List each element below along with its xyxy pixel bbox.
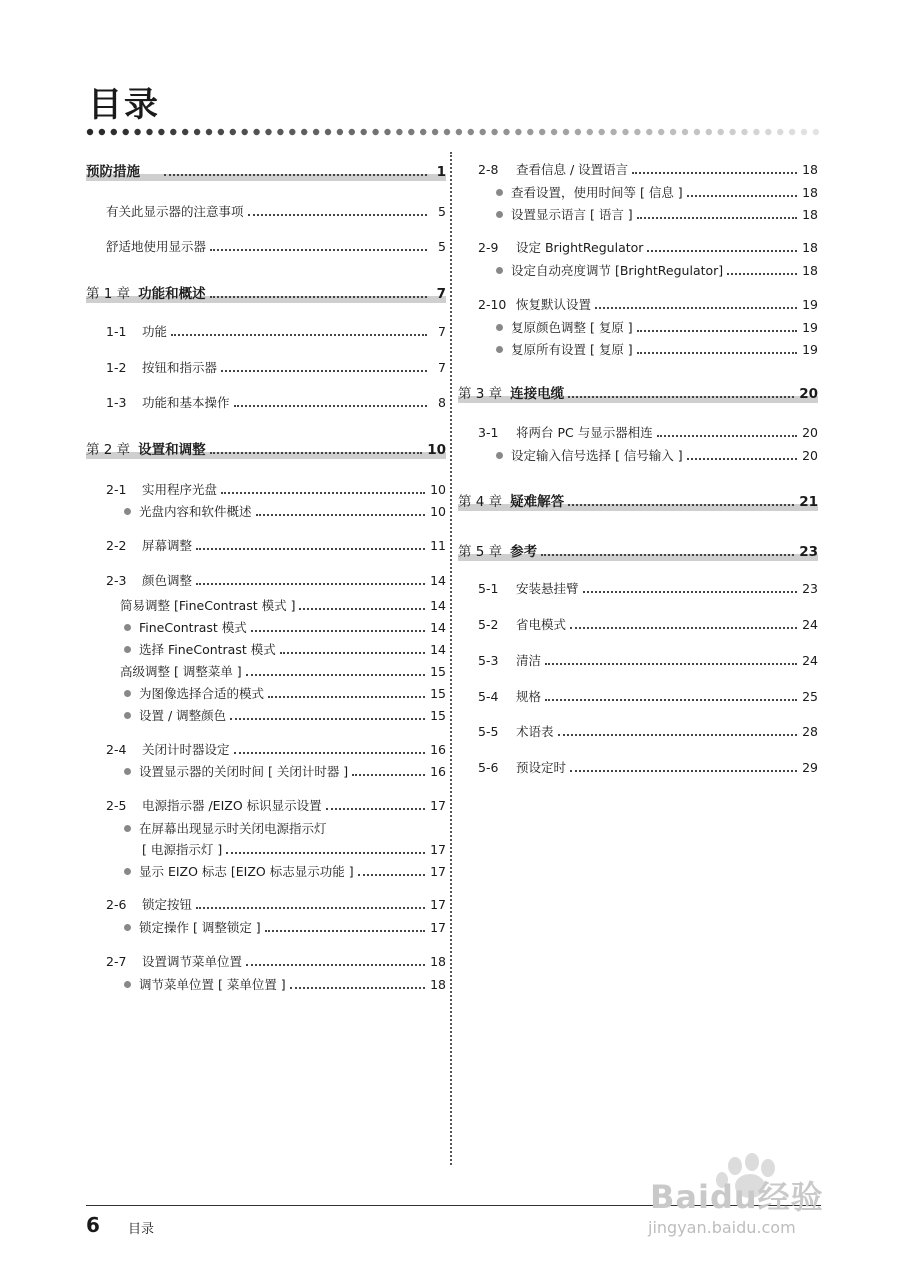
toc-section-entry[interactable] [458,236,818,256]
dot-leader [230,718,425,720]
toc-entry-label: [ 电源指示灯 ] [142,842,223,857]
toc-page-number: 25 [802,689,818,704]
toc-page-number: 23 [799,544,818,560]
bullet-icon [124,712,131,719]
dot-leader [226,852,425,854]
toc-entry-label: 连接电缆 [510,386,565,402]
toc-entry-label: 查看设置，使用时间等 [ 信息 ] [511,185,683,200]
dot-leader [280,652,425,654]
toc-entry-label: 设置和调整 [138,442,206,458]
bullet-icon [124,768,131,775]
toc-section-entry[interactable] [86,320,446,340]
rule-dot [230,129,236,135]
toc-bullet-entry[interactable] [458,444,818,464]
footer-section-label: 目录 [128,1222,155,1237]
dot-leader [164,174,427,176]
rule-dot [694,129,700,135]
toc-entry-label: 舒适地使用显示器 [106,239,207,254]
dot-leader [568,504,794,506]
toc-page-number: 15 [430,708,446,723]
page-title: 目录 [88,85,160,125]
dot-leader [657,435,797,437]
dot-leader [545,663,797,665]
toc-entry-label: 省电模式 [516,617,567,632]
rule-dot [515,129,521,135]
toc-page-number: 8 [438,395,446,410]
bullet-icon [124,508,131,515]
toc-page-number: 7 [438,360,446,375]
rule-dot [182,129,188,135]
toc-entry-label: 规格 [516,689,542,704]
toc-bullet-entry[interactable] [86,760,446,780]
rule-dot [170,129,176,135]
toc-entry-label: 选择 FineContrast 模式 [139,642,276,657]
toc-page-number: 19 [802,297,818,312]
rule-dot [301,129,307,135]
toc-entry-label: 预防措施 [86,164,140,180]
watermark-url: jingyan.baidu.com [648,1218,796,1237]
rule-dot [682,129,688,135]
toc-entry-label: 安装悬挂臂 [516,581,579,596]
toc-page-number: 18 [430,954,446,969]
section-number: 1-1 [106,324,127,339]
rule-dot [420,129,426,135]
toc-page-number: 17 [430,842,446,857]
bullet-icon [124,924,131,931]
toc-section-entry[interactable] [86,569,446,589]
toc-page-number: 20 [802,425,818,440]
toc-page-number: 7 [438,324,446,339]
bullet-icon [124,624,131,631]
toc-bullet-entry[interactable] [86,704,446,724]
dot-leader [299,608,425,610]
dot-leader [358,874,425,876]
rule-dot [158,129,164,135]
toc-entry-label: 为图像选择合适的模式 [139,686,265,701]
dot-leader [570,627,797,629]
toc-section-entry[interactable] [458,613,818,633]
toc-page-number: 7 [436,286,446,302]
toc-entry-label: 参考 [510,544,538,560]
dot-leader [595,307,797,309]
toc-section-entry[interactable] [86,893,446,913]
toc-entry-label: 设定 BrightRegulator [516,240,644,255]
dot-leader [637,352,797,354]
toc-page-number: 18 [802,263,818,278]
toc-bullet-entry[interactable] [458,338,818,358]
toc-bullet-entry[interactable] [458,316,818,336]
section-number: 5-3 [478,653,499,668]
rule-dot [408,129,414,135]
rule-dot [622,129,628,135]
dot-leader [568,396,794,398]
section-number: 2-8 [478,162,499,177]
bullet-icon [124,981,131,988]
toc-section-entry[interactable] [458,158,818,178]
rule-dot [277,129,283,135]
rule-dot [99,129,105,135]
dot-leader [221,492,425,494]
dot-leader [196,583,425,585]
dot-leader [256,514,426,516]
dot-leader [583,591,798,593]
rule-dot [480,129,486,135]
dot-leader [727,273,797,275]
toc-page-number: 18 [802,207,818,222]
toc-bullet-entry[interactable] [86,817,446,837]
toc-page-number: 17 [430,798,446,813]
rule-dot [456,129,462,135]
rule-dot [729,129,735,135]
toc-entry-label: 设置 / 调整颜色 [139,708,227,723]
toc-section-entry[interactable] [86,235,446,255]
dot-leader [545,699,797,701]
bullet-icon [124,825,131,832]
rule-dot [587,129,593,135]
dot-leader [246,964,425,966]
rule-dot [194,129,200,135]
toc-section-entry[interactable] [458,421,818,441]
chapter-number: 第 5 章 [458,544,503,560]
section-number: 5-2 [478,617,499,632]
bullet-icon [496,211,503,218]
toc-entry-label: 预设定时 [516,760,567,775]
toc-page-number: 16 [430,742,446,757]
chapter-number: 第 1 章 [86,286,131,302]
bullet-icon [496,267,503,274]
rule-dot [801,129,807,135]
toc-entry-label: 设定自动亮度调节 [BrightRegulator] [511,263,724,278]
rule-dot [789,129,795,135]
toc-page-number: 11 [430,538,446,553]
section-number: 2-3 [106,573,127,588]
toc-page-number: 18 [802,162,818,177]
toc-page-number: 1 [436,164,446,180]
bullet-icon [496,189,503,196]
toc-page-number: 28 [802,724,818,739]
toc-page-number: 17 [430,920,446,935]
section-number: 2-6 [106,897,127,912]
rule-dot [503,129,509,135]
section-number: 2-10 [478,297,507,312]
toc-page-number: 19 [802,320,818,335]
toc-page-number: 20 [802,448,818,463]
dot-leader [637,330,797,332]
toc-page-number: 5 [438,239,446,254]
toc-bullet-entry[interactable] [86,682,446,702]
section-number: 1-3 [106,395,127,410]
rule-dot [396,129,402,135]
dot-leader [251,630,425,632]
section-number: 5-4 [478,689,499,704]
dot-leader [268,696,425,698]
toc-entry-label: 颜色调整 [142,573,193,588]
toc-page-number: 15 [430,686,446,701]
toc-section-entry[interactable] [86,534,446,554]
toc-entry-label: 在屏幕出现显示时关闭电源指示灯 [139,821,327,836]
toc-page-number: 19 [802,342,818,357]
dot-leader [687,458,797,460]
rule-dot [265,129,271,135]
dot-leader [632,172,797,174]
rule-dot [813,129,819,135]
rule-dot [765,129,771,135]
rule-dot [658,129,664,135]
rule-dot [670,129,676,135]
toc-bullet-entry[interactable] [86,616,446,636]
toc-entry-label: 疑难解答 [510,494,565,510]
rule-dot [610,129,616,135]
toc-entry-label: 屏幕调整 [142,538,193,553]
toc-section-entry[interactable] [86,356,446,376]
toc-entry-label: 显示 EIZO 标志 [EIZO 标志显示功能 ] [139,864,354,879]
toc-section-entry[interactable] [86,478,446,498]
toc-entry-label: 实用程序光盘 [142,482,218,497]
rule-dot [313,129,319,135]
dot-leader [326,808,425,810]
dot-leader [234,405,427,407]
chapter-number: 第 4 章 [458,494,503,510]
toc-page-number: 14 [430,620,446,635]
dot-leader [570,770,797,772]
toc-entry-label: 将两台 PC 与显示器相连 [516,425,653,440]
toc-entry-label: 复原颜色调整 [ 复原 ] [511,320,633,335]
toc-entry-label: FineContrast 模式 [139,620,247,635]
toc-page-number: 23 [802,581,818,596]
rule-dot [599,129,605,135]
toc-section-entry[interactable] [458,577,818,597]
section-number: 2-7 [106,954,127,969]
toc-entry-label: 功能和基本操作 [142,395,230,410]
dot-leader [210,452,423,454]
rule-dot [384,129,390,135]
rule-dot [289,129,295,135]
toc-page-number: 14 [430,642,446,657]
toc-page-number: 10 [430,504,446,519]
footer-page-number: 6 [86,1213,100,1237]
toc-entry-label: 调节菜单位置 [ 菜单位置 ] [139,977,286,992]
bullet-icon [496,346,503,353]
toc-page-number: 24 [802,617,818,632]
toc-bullet-entry[interactable] [86,973,446,993]
toc-chapter-entry[interactable] [458,380,818,402]
toc-entry-label: 锁定操作 [ 调整锁定 ] [139,920,261,935]
toc-chapter-entry[interactable] [458,538,818,560]
rule-dot [575,129,581,135]
dot-leader [541,554,794,556]
dot-leader [196,907,425,909]
rule-dot [123,129,129,135]
rule-dot [361,129,367,135]
toc-chapter-entry[interactable] [86,280,446,302]
rule-dot [349,129,355,135]
toc-entry-label: 复原所有设置 [ 复原 ] [511,342,633,357]
dot-leader [637,217,797,219]
rule-dot [551,129,557,135]
toc-bullet-entry[interactable] [458,259,818,279]
chapter-number: 第 2 章 [86,442,131,458]
rule-dot [706,129,712,135]
toc-page-number: 16 [430,764,446,779]
title-dot-rule [86,127,826,137]
dot-leader [352,774,425,776]
toc-section-entry[interactable] [458,685,818,705]
toc-entry-label: 设置调节菜单位置 [142,954,243,969]
bullet-icon [124,868,131,875]
toc-section-entry[interactable] [86,391,446,411]
rule-dot [777,129,783,135]
section-number: 3-1 [478,425,499,440]
toc-page-number: 17 [430,864,446,879]
watermark-brand: Baidu经验 [650,1178,824,1216]
toc-entry-label: 术语表 [516,724,554,739]
toc-entry-label: 有关此显示器的注意事项 [106,204,244,219]
toc-entry-label: 恢复默认设置 [516,297,592,312]
dot-leader [687,195,797,197]
bullet-icon [496,452,503,459]
toc-entry-label: 光盘内容和软件概述 [139,504,252,519]
rule-dot [87,129,93,135]
rule-dot [527,129,533,135]
rule-dot [337,129,343,135]
toc-top-entry[interactable] [86,158,446,180]
toc-page-number: 17 [430,897,446,912]
toc-chapter-entry[interactable] [86,436,446,458]
toc-group-entry[interactable] [86,594,446,614]
toc-section-entry[interactable] [86,794,446,814]
toc-page-number: 5 [438,204,446,219]
toc-page-number: 24 [802,653,818,668]
toc-section-entry[interactable] [86,738,446,758]
toc-entry-label: 电源指示器 /EIZO 标识显示设置 [142,798,322,813]
toc-page-number: 21 [799,494,818,510]
rule-dot [634,129,640,135]
toc-entry-label: 设置显示器的关闭时间 [ 关闭计时器 ] [139,764,349,779]
dot-leader [647,250,797,252]
toc-page-number: 18 [430,977,446,992]
rule-dot [242,129,248,135]
column-divider [450,152,452,1165]
dot-leader [265,930,425,932]
rule-dot [253,129,259,135]
toc-section-entry[interactable] [458,756,818,776]
rule-dot [146,129,152,135]
toc-page-number: 10 [430,482,446,497]
rule-dot [432,129,438,135]
toc-bullet-entry[interactable] [458,181,818,201]
section-number: 2-5 [106,798,127,813]
toc-bullet-continuation[interactable] [86,838,446,858]
toc-section-entry[interactable] [458,649,818,669]
toc-section-entry[interactable] [86,200,446,220]
toc-bullet-entry[interactable] [86,916,446,936]
dot-leader [290,987,425,989]
dot-leader [246,674,425,676]
rule-dot [372,129,378,135]
rule-dot [444,129,450,135]
dot-leader [234,752,426,754]
toc-entry-label: 设定输入信号选择 [ 信号输入 ] [511,448,683,463]
section-number: 5-6 [478,760,499,775]
rule-dot [718,129,724,135]
toc-entry-label: 按钮和指示器 [142,360,218,375]
rule-dot [111,129,117,135]
toc-bullet-entry[interactable] [86,638,446,658]
section-number: 2-9 [478,240,499,255]
bullet-icon [124,646,131,653]
toc-group-entry[interactable] [86,660,446,680]
rule-dot [563,129,569,135]
dot-leader [196,548,425,550]
section-number: 1-2 [106,360,127,375]
section-number: 5-1 [478,581,499,596]
toc-entry-label: 功能 [142,324,168,339]
toc-section-entry[interactable] [458,293,818,313]
bullet-icon [124,690,131,697]
dot-leader [558,734,798,736]
section-number: 2-4 [106,742,127,757]
dot-leader [171,334,427,336]
toc-page-number: 18 [802,240,818,255]
rule-dot [218,129,224,135]
rule-dot [468,129,474,135]
toc-entry-label: 查看信息 / 设置语言 [516,162,629,177]
toc-page-number: 18 [802,185,818,200]
section-number: 2-1 [106,482,127,497]
dot-leader [210,249,427,251]
toc-page-number: 14 [430,598,446,613]
chapter-number: 第 3 章 [458,386,503,402]
toc-page-number: 14 [430,573,446,588]
toc-bullet-entry[interactable] [86,860,446,880]
rule-dot [646,129,652,135]
toc-bullet-entry[interactable] [458,203,818,223]
toc-bullet-entry[interactable] [86,500,446,520]
rule-dot [741,129,747,135]
rule-dot [206,129,212,135]
section-number: 2-2 [106,538,127,553]
section-number: 5-5 [478,724,499,739]
rule-dot [753,129,759,135]
rule-dot [325,129,331,135]
rule-dot [539,129,545,135]
toc-entry-label: 清洁 [516,653,542,668]
dot-leader [248,214,427,216]
bullet-icon [496,324,503,331]
dot-leader [221,370,427,372]
toc-page-number: 10 [427,442,446,458]
toc-section-entry[interactable] [458,720,818,740]
rule-dot [134,129,140,135]
toc-entry-label: 设置显示语言 [ 语言 ] [511,207,633,222]
toc-chapter-entry[interactable] [458,488,818,510]
toc-entry-label: 关闭计时器设定 [142,742,230,757]
toc-entry-label: 功能和概述 [138,286,206,302]
dot-leader [210,296,427,298]
toc-page-number: 29 [802,760,818,775]
toc-entry-label: 锁定按钮 [142,897,193,912]
rule-dot [491,129,497,135]
toc-page-number: 15 [430,664,446,679]
toc-section-entry[interactable] [86,950,446,970]
toc-entry-label: 高级调整 [ 调整菜单 ] [120,664,242,679]
toc-page-number: 20 [799,386,818,402]
toc-entry-label: 简易调整 [FineContrast 模式 ] [120,598,296,613]
